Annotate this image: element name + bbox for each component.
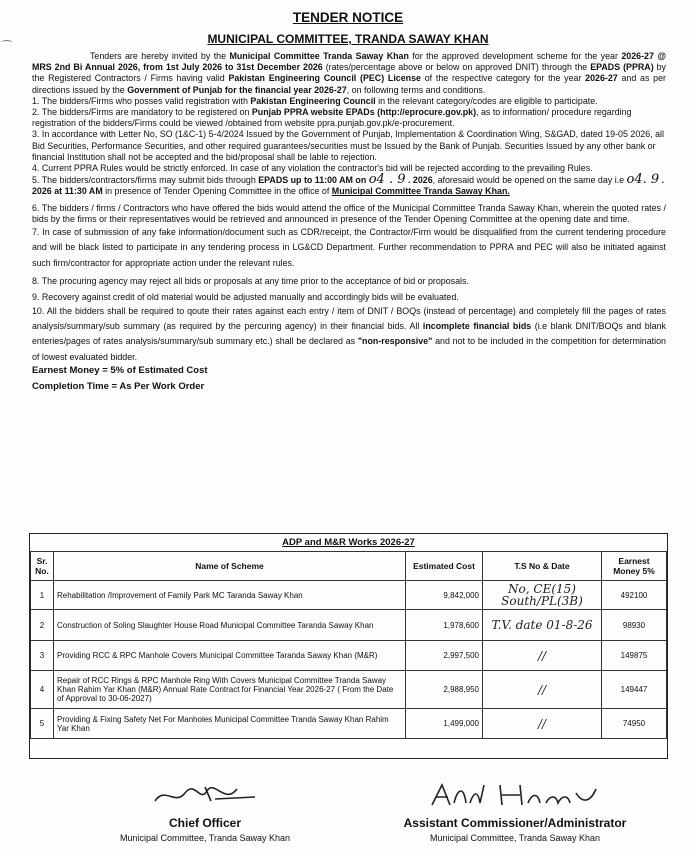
condition-9: 9. Recovery against credit of old material would be adjusted manually and accordingly bids will be evaluated. xyxy=(32,292,459,303)
cell-earnest: 149875 xyxy=(602,641,667,671)
table-row xyxy=(31,641,667,671)
cell-cost: 2,997,500 xyxy=(406,641,483,671)
col-sr: Sr. No. xyxy=(31,552,54,581)
condition-2: 2. The bidders/Firms are mandatory to be registered on Punjab PPRA website EPADs (http://eprocure.gov.pk), as to information/ procedure regarding registration of the bidders/Firms could be viewed /obtained from website ppra.punjab.gov.pk/e-procurement. xyxy=(32,107,632,129)
intro-paragraph: Tenders are hereby invited by the Municipal Committee Tranda Saway Khan for the approved development scheme for the year 2026-27 @ MRS 2nd Bi Annual 2026, from 1st July 2026 to 31st December 2026 (rates/percentage above or below on approved DNIT) through the EPADS (PPRA) by the Registered Contractors / Firms having valid Pakistan Engineering Council (PEC) License of the respective category for the year 2026-27 and as per directions issued by the Government of Punjab for the financial year 2026-27, on following terms and conditions. xyxy=(32,51,667,95)
table-row xyxy=(31,671,667,709)
cell-sr: 4 xyxy=(31,671,54,709)
cell-sr: 5 xyxy=(31,709,54,739)
col-name: Name of Scheme xyxy=(54,552,406,581)
cell-earnest: 98930 xyxy=(602,610,667,641)
signature-chief-officer xyxy=(110,781,300,843)
cell-ts: No, CE(15) South/PL(3B) xyxy=(483,581,602,610)
cell-cost: 1,499,000 xyxy=(406,709,483,739)
cell-ts: // xyxy=(483,671,602,709)
signature-sub-right: Municipal Committee, Tranda Saway Khan xyxy=(429,833,601,843)
condition-3: 3. In accordance with Letter No, SO (1&C-1) 5-4/2024 Issued by the Government of Punjab, Implementation & Coordination Wing, S&GAD, dated 19-05 2026, all Bid Securities, Performance Securities, and other required guarantees/securities must be Issued by the Bank of Punjab. Securities Issued by any other bank or financial Institution shall not be accepted and the bid/proposal shall be lable to rejection. xyxy=(32,129,664,162)
table-row xyxy=(31,709,667,739)
works-table-grid xyxy=(30,551,667,739)
signature-assistant-commissioner xyxy=(400,781,630,843)
cell-cost: 9,842,000 xyxy=(406,581,483,610)
col-ts: T.S No & Date xyxy=(483,552,602,581)
signature-sub-left: Municipal Committee, Tranda Saway Khan xyxy=(119,833,291,843)
cell-sr: 1 xyxy=(31,581,54,610)
col-cost: Estimated Cost xyxy=(406,552,483,581)
signature-scribble-right xyxy=(420,781,610,809)
notice-body xyxy=(32,51,666,392)
condition-7: 7. In case of submission of any fake information/document such as CDR/receipt, the Contractor/Firm would be disqualified from the current tendering procedure and will be black listed to participate in any tendering process in LG&CD Department. Further recommendation to PPRA and PEC will also be initiated against such firm/contractor for appropriate action under the relevant rules. xyxy=(32,227,666,268)
cell-earnest: 74950 xyxy=(602,709,667,739)
signature-title-right: Assistant Commissioner/Administrator xyxy=(403,816,627,830)
col-earnest: Earnest Money 5% xyxy=(602,552,667,581)
handwritten-date-2: o4. 9 xyxy=(626,172,660,188)
signature-title-left: Chief Officer xyxy=(168,816,241,830)
condition-10: 10. All the bidders shall be required to qoute their rates against each entry / item of DNIT / BOQs (instead of percentage) and completely fill the pages of rates analysis/summary/sub summary (as required by the percuring agency) in their financial bids. All incomplete financial bids (i.e blank DNIT/BOQs and blank enteries/pages of rates analysis/summary/sub summary etc.) shall be declared as "non-responsive" and not to be included in the competition for determination of lowest evaluated bidder. xyxy=(32,305,666,362)
cell-cost: 1,978,600 xyxy=(406,610,483,641)
cell-cost: 2,988,950 xyxy=(406,671,483,709)
signature-scribble-left xyxy=(145,781,265,809)
table-row xyxy=(31,581,667,610)
cell-earnest: 492100 xyxy=(602,581,667,610)
condition-1: 1. The bidders/Firms who posses valid registration with Pakistan Engineering Council in the relevant category/codes are eligible to participate. xyxy=(32,95,598,106)
works-table xyxy=(29,533,668,759)
completion-time-line: Completion Time = As Per Work Order xyxy=(32,380,205,392)
page-subtitle: MUNICIPAL COMMITTEE, TRANDA SAWAY KHAN xyxy=(207,32,489,46)
cell-ts: T.V. date 01-8-26 xyxy=(483,610,602,641)
cell-name: Providing RCC & RPC Manhole Covers Municipal Committee Taranda Saway Khan (M&R) xyxy=(54,641,406,671)
cell-name: Rehabilitation /Improvement of Family Park MC Taranda Saway Khan xyxy=(54,581,406,610)
cell-name: Construction of Soling Slaughter House Road Municipal Committee Taranda Saway Khan xyxy=(54,610,406,641)
table-row xyxy=(31,610,667,641)
table-heading: ADP and M&R Works 2026-27 xyxy=(282,537,415,548)
condition-5: 5. The bidders/contractors/firms may submit bids through EPADS up to 11:00 AM on o4 . 9 . 2026, aforesaid would be opened on the same day i.e o4. 9 . 2026 at 11:30 AM in presence of Tender Opening Committee in the office of Municipal Committee Tranda Saway Khan. xyxy=(32,172,665,197)
condition-4: 4. Current PPRA Rules would be strictly enforced. In case of any violation the contractor's bid will be rejected according to the prevailing Rules. xyxy=(32,163,593,174)
margin-scribble: ⁀ xyxy=(2,40,12,54)
cell-sr: 3 xyxy=(31,641,54,671)
cell-earnest: 149447 xyxy=(602,671,667,709)
earnest-money-line: Earnest Money = 5% of Estimated Cost xyxy=(32,365,208,377)
cell-name: Providing & Fixing Safety Net For Manholes Municipal Committee Tranda Saway Khan Rahim Yar Khan xyxy=(54,709,406,739)
cell-name: Repair of RCC Rings & RPC Manhole Ring With Covers Municipal Committee Tranda Saway Khan Rahim Yar Khan (M&R) Annual Rate Contract for Financial Year 2026-27 ( From the Date of Approval to 30-06-2027) xyxy=(54,671,406,709)
cell-ts: // xyxy=(483,641,602,671)
condition-6: 6. The bidders / firms / Contractors who have offered the bids would attend the office of the Municipal Committee Tranda Saway Khan, wherein the quoted rates / bids by the firms or their representatives would be retrieved and announced in presence of the Tender Opening Committee at the opening date and time. xyxy=(32,202,666,224)
cell-sr: 2 xyxy=(31,610,54,641)
page-title: TENDER NOTICE xyxy=(292,10,404,25)
condition-8: 8. The procuring agency may reject all bids or proposals at any time prior to the acceptance of bid or proposals. xyxy=(32,276,469,287)
cell-ts: // xyxy=(483,709,602,739)
handwritten-date-1: o4 . 9 xyxy=(368,172,406,188)
